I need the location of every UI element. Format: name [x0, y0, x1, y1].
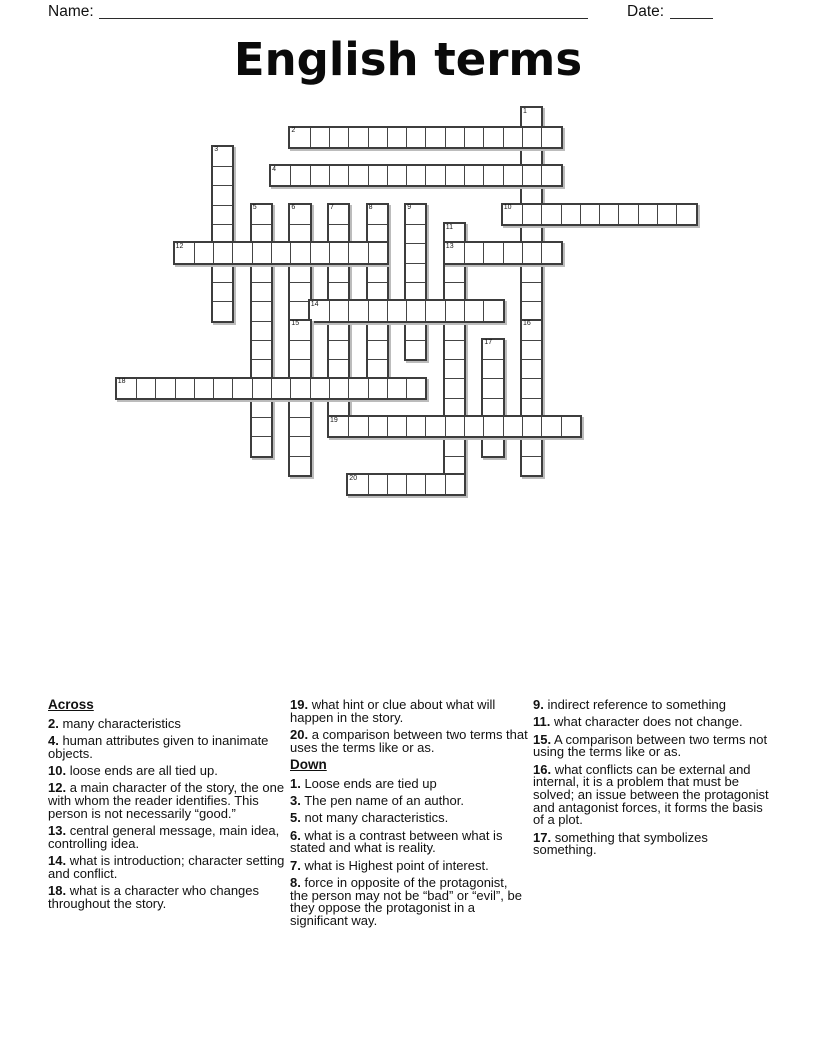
grid-cell	[618, 205, 637, 224]
clue-17: 17. something that symbolizes something.	[533, 829, 708, 858]
grid-cell	[406, 321, 425, 340]
grid-cell	[425, 166, 444, 185]
grid-cell	[232, 243, 251, 262]
grid-cell	[445, 340, 464, 359]
clue-number: 12.	[48, 780, 67, 796]
grid-cell	[290, 205, 309, 224]
word-4-across	[269, 164, 563, 187]
clue-13: 13. central general message, main idea, controlling idea.	[48, 823, 280, 851]
grid-cell	[290, 128, 309, 147]
grid-cell	[503, 166, 522, 185]
grid-cell	[541, 205, 560, 224]
grid-cell	[175, 379, 194, 398]
word-14-across	[308, 299, 505, 322]
grid-cell	[213, 166, 232, 185]
cell-number: 16	[523, 320, 531, 328]
grid-cell	[522, 321, 541, 340]
cell-number: 4	[272, 165, 276, 173]
clue-number: 13.	[48, 823, 67, 838]
grid-cell	[522, 166, 541, 185]
grid-cell	[425, 475, 444, 494]
grid-cell	[252, 205, 271, 224]
cell-number: 3	[214, 146, 219, 154]
clue-16: 16. what conflicts can be external and internal, it is a problem that must be solved; an issue between the protagonist and antagonist forces, it forms the basis of a plot.	[533, 761, 769, 828]
grid-cell	[406, 263, 425, 282]
grid-cell	[252, 398, 271, 417]
grid-cell	[348, 128, 367, 147]
word-13-across	[443, 241, 563, 264]
clue-number: 19.	[290, 697, 309, 712]
grid-cell	[522, 128, 541, 147]
clue-number: 9.	[533, 697, 544, 712]
clue-18: 18. what is a character who changes throughout the story.	[48, 883, 260, 911]
grid-cell	[368, 475, 387, 494]
cell-number: 10	[503, 204, 512, 212]
word-20-across	[346, 473, 466, 496]
grid-cell	[194, 379, 213, 398]
cell-number: 18	[117, 378, 126, 385]
grid-cell	[445, 475, 464, 494]
grid-cell	[329, 340, 348, 359]
grid-cell	[464, 417, 483, 436]
clue-column-2	[290, 699, 528, 932]
clue-number: 8.	[290, 874, 301, 890]
grid-cell	[348, 417, 367, 436]
grid-cell	[368, 379, 387, 398]
grid-cell	[329, 166, 348, 185]
cell-number: 7	[330, 204, 334, 212]
grid-cell	[252, 436, 271, 455]
grid-cell	[252, 321, 271, 340]
grid-cell	[522, 417, 541, 436]
grid-cell	[425, 128, 444, 147]
grid-cell	[155, 379, 174, 398]
clue-3: 3. The pen name of an author.	[290, 793, 464, 808]
word-3-down	[211, 145, 234, 323]
grid-cell	[483, 166, 502, 185]
grid-cell	[522, 282, 541, 301]
clue-9: 9. indirect reference to something	[533, 697, 726, 712]
clue-number: 11.	[533, 714, 551, 730]
grid-cell	[117, 379, 136, 398]
clue-number: 1.	[290, 775, 301, 791]
name-blank-line	[99, 2, 588, 19]
grid-cell	[368, 321, 387, 340]
grid-cell	[290, 379, 309, 398]
grid-cell	[252, 379, 271, 398]
clue-number: 16.	[533, 761, 552, 777]
grid-cell	[310, 379, 329, 398]
grid-cell	[406, 128, 425, 147]
grid-cell	[329, 301, 348, 320]
grid-cell	[503, 417, 522, 436]
grid-cell	[136, 379, 155, 398]
grid-cell	[445, 128, 464, 147]
cell-number: 5	[252, 204, 257, 212]
clue-number: 15.	[533, 731, 552, 747]
cell-number: 6	[291, 204, 296, 212]
grid-cell	[445, 301, 464, 320]
grid-cell	[290, 166, 309, 185]
clue-2: 2. many characteristics	[48, 715, 181, 731]
clue-14: 14. what is introduction; character setting and conflict.	[48, 853, 285, 881]
grid-cell	[406, 340, 425, 359]
clue-7: 7. what is Highest point of interest.	[290, 857, 489, 873]
clue-number: 5.	[290, 810, 301, 826]
grid-cell	[445, 263, 464, 282]
grid-cell	[329, 417, 348, 436]
grid-cell	[368, 205, 387, 224]
grid-cell	[213, 301, 232, 320]
grid-cell	[445, 378, 464, 397]
grid-cell	[387, 379, 406, 398]
grid-cell	[522, 378, 541, 397]
grid-cell	[368, 166, 387, 185]
grid-cell	[213, 282, 232, 301]
cell-number: 14	[310, 300, 319, 308]
grid-cell	[213, 379, 232, 398]
cell-number: 11	[445, 223, 454, 231]
grid-cell	[252, 282, 271, 301]
grid-cell	[348, 166, 367, 185]
grid-cell	[329, 263, 348, 282]
grid-cell	[483, 243, 502, 262]
grid-cell	[252, 301, 271, 320]
grid-cell	[445, 243, 464, 262]
grid-cell	[541, 417, 560, 436]
grid-cell	[290, 263, 309, 282]
clue-15: 15. A comparison between two terms not using the terms like or as.	[533, 731, 768, 760]
grid-cell	[348, 379, 367, 398]
grid-cell	[503, 205, 522, 224]
grid-cell	[657, 205, 676, 224]
cell-number: 8	[368, 204, 373, 212]
clue-10: 10. loose ends are all tied up.	[48, 763, 218, 778]
word-10-across	[501, 203, 698, 226]
grid-cell	[310, 301, 329, 320]
clue-number: 14.	[48, 853, 67, 868]
grid-cell	[483, 436, 502, 455]
clue-column-1	[48, 699, 286, 915]
grid-cell	[580, 205, 599, 224]
cell-number: 15	[291, 320, 300, 328]
clue-19: 19. what hint or clue about what will happen in the story.	[290, 697, 496, 725]
grid-cell	[464, 128, 483, 147]
grid-cell	[290, 340, 309, 359]
grid-cell	[348, 475, 367, 494]
clues-heading-down: Down	[290, 757, 327, 772]
grid-cell	[561, 205, 580, 224]
grid-cell	[406, 224, 425, 243]
grid-cell	[638, 205, 657, 224]
grid-cell	[483, 417, 502, 436]
grid-cell	[252, 417, 271, 436]
grid-cell	[406, 379, 425, 398]
grid-cell	[368, 263, 387, 282]
clue-12: 12. a main character of the story, the one with whom the reader identifies. This person is not necessarily “good.”	[48, 780, 285, 821]
grid-cell	[599, 205, 618, 224]
grid-cell	[541, 166, 560, 185]
cell-number: 1	[523, 107, 527, 115]
clue-20: 20. a comparison between two terms that uses the terms like or as.	[290, 727, 528, 755]
grid-cell	[464, 166, 483, 185]
clue-column-3	[533, 699, 771, 862]
word-9-down	[404, 203, 427, 361]
cell-number: 13	[445, 242, 454, 250]
cell-number: 20	[349, 474, 358, 482]
grid-cell	[445, 166, 464, 185]
grid-cell	[310, 128, 329, 147]
grid-cell	[406, 205, 425, 224]
grid-cell	[348, 243, 367, 262]
grid-cell	[368, 340, 387, 359]
grid-cell	[425, 301, 444, 320]
grid-cell	[503, 243, 522, 262]
grid-cell	[561, 417, 580, 436]
grid-cell	[406, 475, 425, 494]
clue-6: 6. what is a contrast between what is stated and what is reality.	[290, 827, 503, 856]
cell-number: 19	[330, 416, 338, 424]
grid-cell	[213, 205, 232, 224]
grid-cell	[175, 243, 194, 262]
grid-cell	[387, 301, 406, 320]
clue-4: 4. human attributes given to inanimate objects.	[48, 733, 269, 761]
grid-cell	[368, 243, 387, 262]
grid-cell	[368, 128, 387, 147]
clue-number: 4.	[48, 733, 59, 748]
cell-number: 17	[484, 339, 493, 347]
cell-number: 9	[407, 204, 412, 212]
grid-cell	[329, 243, 348, 262]
clue-number: 18.	[48, 883, 67, 898]
clue-11: 11. what character does not change.	[533, 714, 743, 730]
clue-5: 5. not many characteristics.	[290, 810, 449, 826]
cell-number: 12	[175, 242, 184, 250]
grid-cell	[464, 301, 483, 320]
grid-cell	[483, 301, 502, 320]
grid-cell	[503, 128, 522, 147]
grid-cell	[676, 205, 695, 224]
clue-number: 17.	[533, 829, 552, 845]
word-17-down	[481, 338, 504, 458]
grid-cell	[271, 166, 290, 185]
grid-cell	[387, 417, 406, 436]
grid-cell	[232, 379, 251, 398]
grid-cell	[348, 301, 367, 320]
word-12-across	[173, 241, 389, 264]
clue-8: 8. force in opposite of the protagonist, the person may not be “bad” or “evil”, be they oppose the protagonist in a significant way.	[290, 874, 522, 928]
grid-cell	[445, 359, 464, 378]
grid-cell	[522, 359, 541, 378]
clue-number: 3.	[290, 793, 301, 808]
clue-number: 7.	[290, 857, 301, 873]
word-16-down	[520, 319, 543, 477]
grid-cell	[483, 378, 502, 397]
date-label: Date:	[627, 3, 665, 20]
grid-cell	[522, 263, 541, 282]
clues-heading-across: Across	[48, 697, 94, 712]
grid-cell	[290, 321, 309, 340]
clue-number: 20.	[290, 727, 309, 742]
name-label: Name:	[48, 3, 94, 20]
grid-cell	[522, 205, 541, 224]
grid-cell	[406, 166, 425, 185]
grid-cell	[213, 185, 232, 204]
grid-cell	[522, 243, 541, 262]
grid-cell	[290, 417, 309, 436]
grid-cell	[290, 456, 309, 475]
grid-cell	[483, 359, 502, 378]
grid-cell	[406, 243, 425, 262]
grid-cell	[368, 301, 387, 320]
date-blank-line	[670, 2, 713, 19]
grid-cell	[310, 166, 329, 185]
grid-cell	[445, 321, 464, 340]
grid-cell	[329, 321, 348, 340]
page-title: English terms	[233, 33, 583, 86]
grid-cell	[541, 128, 560, 147]
grid-cell	[290, 436, 309, 455]
grid-cell	[252, 340, 271, 359]
grid-cell	[522, 456, 541, 475]
word-19-across	[327, 415, 582, 438]
grid-cell	[290, 243, 309, 262]
grid-cell	[194, 243, 213, 262]
grid-cell	[213, 243, 232, 262]
grid-cell	[522, 436, 541, 455]
cell-number: 2	[291, 127, 296, 135]
clue-number: 10.	[48, 763, 67, 778]
grid-cell	[213, 263, 232, 282]
clue-number: 6.	[290, 827, 301, 843]
word-18-across	[115, 377, 428, 400]
grid-cell	[310, 243, 329, 262]
grid-cell	[213, 147, 232, 166]
grid-cell	[329, 128, 348, 147]
grid-cell	[271, 379, 290, 398]
grid-cell	[368, 417, 387, 436]
word-2-across	[288, 126, 562, 149]
grid-cell	[541, 243, 560, 262]
grid-cell	[445, 417, 464, 436]
grid-cell	[290, 398, 309, 417]
grid-cell	[483, 340, 502, 359]
grid-cell	[406, 301, 425, 320]
clue-number: 2.	[48, 715, 59, 731]
grid-cell	[522, 340, 541, 359]
clue-1: 1. Loose ends are tied up	[290, 775, 437, 791]
grid-cell	[464, 243, 483, 262]
grid-cell	[329, 205, 348, 224]
grid-cell	[483, 128, 502, 147]
grid-cell	[252, 263, 271, 282]
grid-cell	[387, 166, 406, 185]
grid-cell	[406, 417, 425, 436]
grid-cell	[252, 243, 271, 262]
grid-cell	[445, 436, 464, 455]
grid-cell	[425, 417, 444, 436]
grid-cell	[329, 379, 348, 398]
grid-cell	[271, 243, 290, 262]
grid-cell	[387, 128, 406, 147]
grid-cell	[387, 475, 406, 494]
